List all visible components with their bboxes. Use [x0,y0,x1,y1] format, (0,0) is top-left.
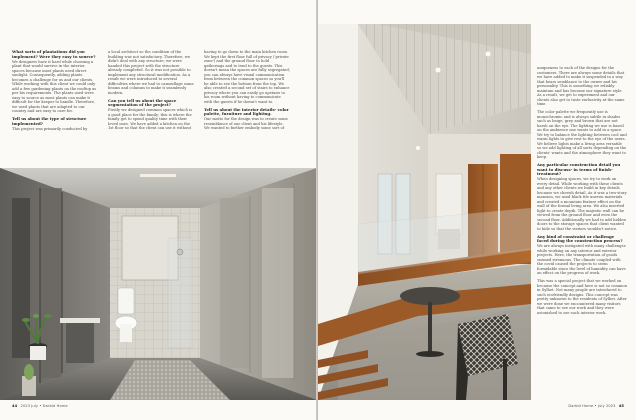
left-text-column-1 [12,50,98,166]
staircase-illustration [318,24,531,400]
staircase-hall-photo [318,24,531,400]
left-footer-text: 2023 July • Darbid Home [20,404,68,408]
left-page [0,0,317,420]
right-page-number: 45 [618,404,624,408]
interview-question: Tell us about the type of structure implemented? [12,116,87,126]
interview-question: What sorts of plantations did you implement? Were they easy to source? [12,50,96,59]
right-page [318,0,636,420]
interview-answer: Our motto for the design was to create some resemblance of our client and his lifestyle. We wanted to further embody some sort of [204,117,288,130]
interview-answer: We are always instigated with many challenges while working on any interior and exterior projects. Here, the transportation of goods seemed strenuous. The climate coupled with the covid caused the projects to seem formidable since the level of humidity can have an effect on the progress of work. [537,244,626,275]
interview-answer: This was a special project that we worked on because the concept and here is not so common in Sylhet. Not many people are introduced to such ecofriendly designs. This concept was pretty unknown to the residents of Sylhet. After we were done we encountered many visitors that came to see our work and they were astonished to see such interior work. [537,279,627,315]
interview-answer: having to go down to the main kitchen room. We kept the first floor full of privacy ('private zone') and the ground floor to hold gatherings and to tend to the guests. This doesn't mean the spaces are fully segregated; you can always have visual communication from between the common spaces so you'll be able to see the bottom from the top. We also created a second set of stairs to enhance privacy where you can easily go upstairs to his room without having to communicate with the guests if he doesn't want to. [204,50,290,104]
right-page-footer [568,404,624,408]
interview-question: Any kind of constraint or challenge faced during the construction process? [537,233,623,243]
left-text-column-2 [108,50,194,166]
interview-answer: When designing spaces, we try to work on every detail. While working with these clients and any other clients we build in key details because we cherish detail. As it was a two-story mansion, we used black tile uneven materials and created a mountain feature effect on the wall of the formal living area. We also inserted light to create depth. The majestic wall can be viewed from the ground floor and even the second floor. Additionally we had to add hidden doors to the storage spaces that client wanted to hide so that the visitors wouldn't notice. [537,177,627,231]
interview-question: Any particular construction detail you want to discuss- in terms of finish-treatment? [537,162,621,176]
right-footer-text: Darbid Home • July 2023 [568,404,616,408]
left-text-column-3 [204,50,290,166]
interview-answer: This project was primarily conducted by [12,126,88,131]
interview-answer: The color palette we frequently use is monochromic and is always subtle in shades such as beige, grey and brown that are not harsh on the eye. The lighting we use is based on the ambience one wants to add in a space. We try to balance the lighting between cool and warm lights to give rest to the eye of the users. We believe lights make a living area versatile so we add lighting of all sorts depending on the clients' wants and the atmosphere they want to keep. [537,110,627,159]
interview-answer: uniqueness to each of the designs for the customers. There are always some details that we have added to make it suspended in a way that bears semblance to the owner and his personality. This is something we reliably maintain and has become our signature style. As a result, we get to experiment and our clients also get to taste exclusivity at the same time. [537,66,625,106]
bathroom-illustration [0,168,317,400]
interview-answer: We designers have it hard while choosing a plant that would survive in the interior spaces because most plants need direct sunlight. Consequently, adding plants becomes a challenge for us and our clients. While working with this client we could only add a few gardening plants on the rooftop as per his requirements. The plants used were easy to source as most plants can make it difficult for the keeper to handle. Therefore, we used plants that are adapted to our country and are easy to care for. [12,59,97,113]
interview-question: Tell us about the interior details- color palette, furniture and lighting. [204,106,289,116]
interview-answer: a local architect so the condition of the building was not satisfactory. Therefore, we didn't deal with any structure; we were handed this project with the structure already completed. So it was not possible to implement any structural modification. As a result we were introduced to several difficulties where we had to camouflage some beams and columns to make it seamlessly modern. [108,50,194,95]
interview-question: Can you tell us about the space segmentation of the project? [108,97,177,107]
left-page-footer [12,404,68,408]
bathroom-interior-photo [0,168,317,400]
interview-answer: Firstly we designed common spaces which is a good place for the family; this is where the family get to spend quality time with their loved ones. We have added a kitchen on the 1st floor so that the client can use it without [108,108,193,130]
left-page-number: 44 [12,404,18,408]
right-text-column [537,66,627,396]
